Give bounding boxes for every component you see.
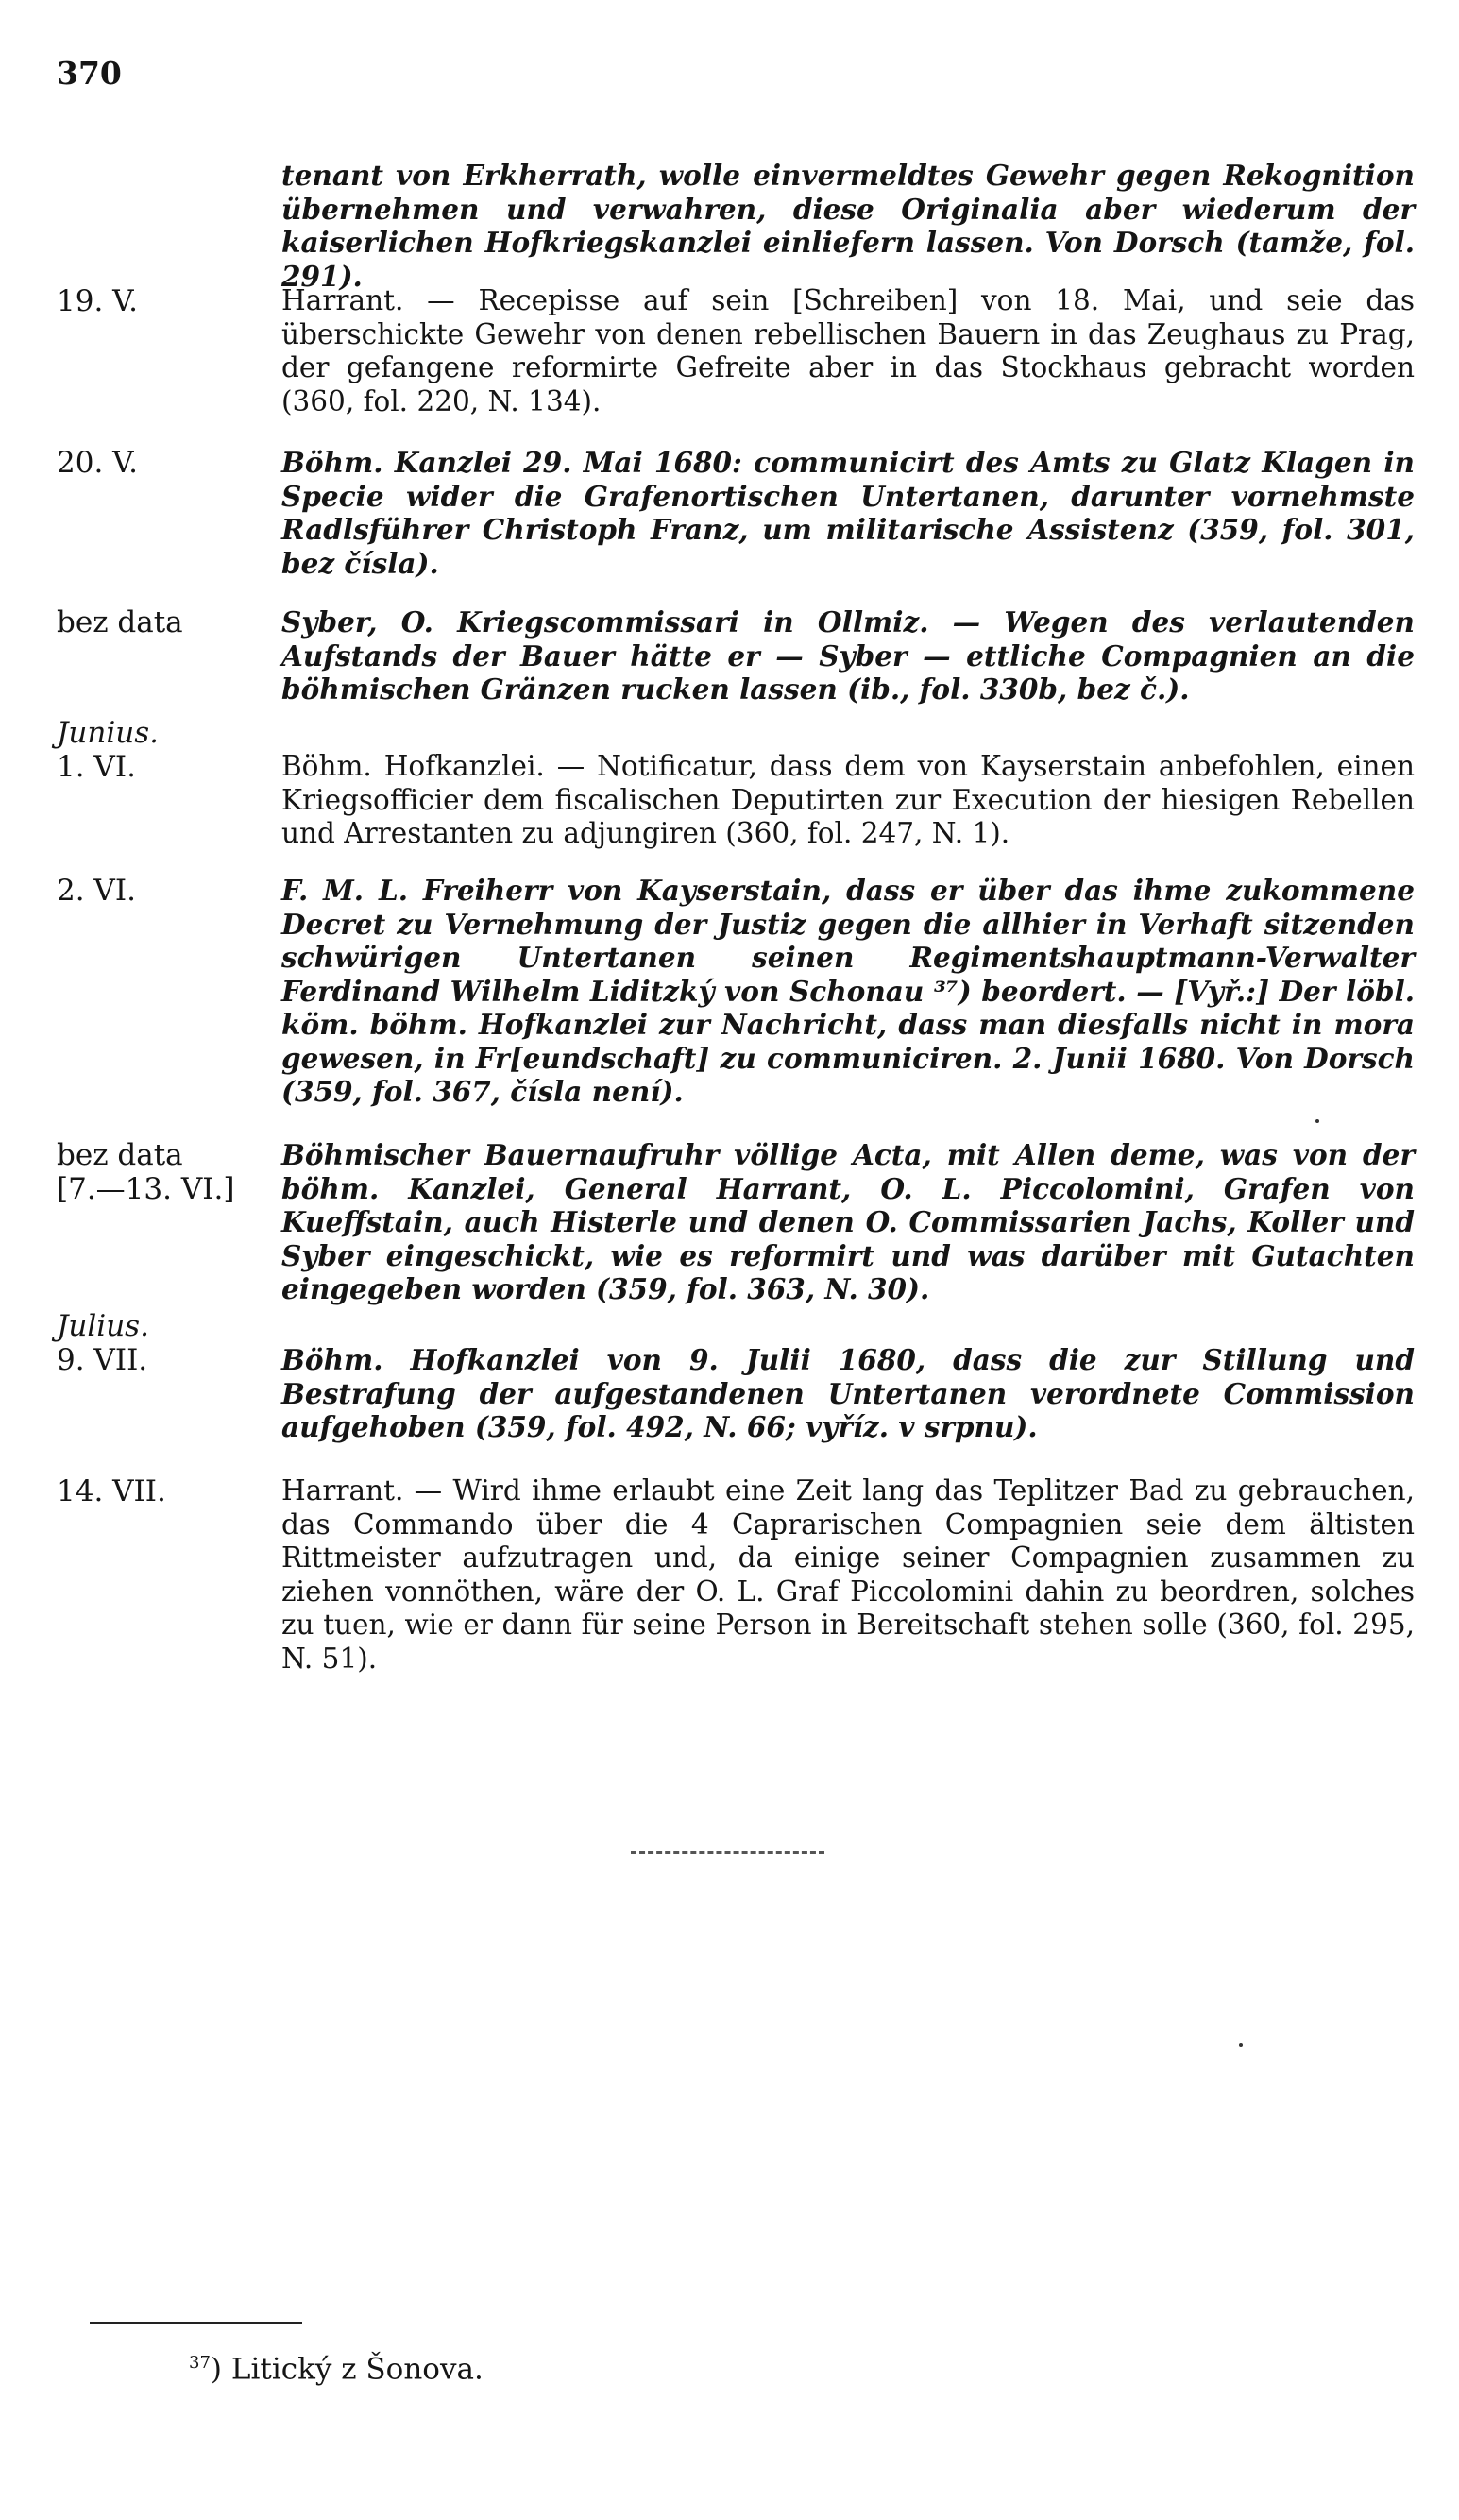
entry-text: Böhmischer Bauernaufruhr völlige Acta, mit Allen deme, was von der böhm. Kanzlei, General Harrant, O. L. Piccolomini, Grafen von Kueffstain, auch Histerle und denen O. Commissarien Jachs, Koller und Syber eingeschickt, wie es reformirt und was darüber mit Gutachten eingegeben worden (359, fol. 363, N. 30). — [281, 1138, 1415, 1305]
footnote-rule — [90, 2322, 302, 2324]
print-speck — [1315, 1119, 1319, 1123]
entry-dates — [57, 874, 274, 908]
entry-dates — [57, 284, 274, 318]
entry-9 — [57, 1474, 1415, 1676]
entry-dates — [57, 716, 274, 784]
entry-text: F. M. L. Freiherr von Kayserstain, dass er über das ihme zukommene Decret zu Vernehmung der Justiz gegen die allhier in Verhaft sitzenden schwürigen Untertanen seinen Regimentshauptmann-Verwalter Ferdinand Wilhelm Liditzký von Schonau ³⁷) beordert. — [Vyř.:] Der löbl. köm. böhm. Hofkanzlei zur Nachricht, dass man diesfalls nicht in mora gewesen, in Fr[eundschaft] zu communiciren. 2. Junii 1680. Von Dorsch (359, fol. 367, čísla není). — [281, 874, 1415, 1108]
entry-7 — [57, 1138, 1415, 1306]
date-label: bez data — [57, 605, 183, 639]
entry-6 — [57, 874, 1415, 1109]
month-label: Junius. — [57, 716, 160, 750]
date-label: 19. V. — [57, 284, 138, 318]
footnote-marker: 37 — [189, 2353, 211, 2373]
entry-1 — [57, 159, 1415, 293]
entry-8 — [57, 1309, 1415, 1444]
entry-text: tenant von Erkherrath, wolle einvermeldtes Gewehr gegen Rekognition übernehmen und verwahren, diese Originalia aber wiederum der kaiserlichen Hofkriegskanzlei einliefern lassen. Von Dorsch (tamže, fol. 291). — [281, 159, 1415, 293]
entry-dates — [57, 1138, 274, 1206]
entry-dates — [57, 1309, 274, 1377]
date-label: 2. VI. — [57, 874, 136, 908]
date-label: [7.—13. VI.] — [57, 1172, 235, 1206]
print-speck — [1239, 2043, 1243, 2047]
entry-4 — [57, 605, 1415, 707]
entry-5 — [57, 716, 1415, 851]
entry-3 — [57, 446, 1415, 580]
page-number: 370 — [57, 55, 122, 92]
entry-dates — [57, 1474, 274, 1508]
date-label: 1. VI. — [57, 750, 136, 784]
date-label: 14. VII. — [57, 1474, 166, 1508]
footnote-text: ) Litický z Šonova. — [210, 2352, 484, 2387]
entry-text: Syber, O. Kriegscommissari in Ollmiz. — Wegen des verlautenden Aufstands der Bauer hätte er — Syber — ettliche Compagnien an die böhmischen Gränzen rucken lassen (ib., fol. 330b, bez č.). — [281, 605, 1415, 706]
entry-2 — [57, 284, 1415, 418]
entry-dates — [57, 605, 274, 639]
entry-text: Böhm. Hofkanzlei von 9. Julii 1680, dass die zur Stillung und Bestrafung der aufgestandenen Untertanen verordnete Commission aufgehoben (359, fol. 492, N. 66; vyříz. v srpnu). — [281, 1343, 1415, 1443]
entry-text: Harrant. — Recepisse auf sein [Schreiben] von 18. Mai, und seie das überschickte Gewehr von denen rebellischen Bauern in das Zeughaus zu Prag, der gefangene reformirte Gefreite aber in das Stockhaus gebracht worden (360, fol. 220, N. 134). — [281, 284, 1415, 417]
footnote — [189, 2346, 484, 2386]
entry-text: Böhm. Kanzlei 29. Mai 1680: communicirt des Amts zu Glatz Klagen in Specie wider die Grafenortischen Untertanen, darunter vornehmste Radlsführer Christoph Franz, um militarische Assistenz (359, fol. 301, bez čísla). — [281, 446, 1415, 580]
date-label: 20. V. — [57, 446, 138, 480]
date-label: 9. VII. — [57, 1343, 148, 1377]
month-label: Julius. — [57, 1309, 149, 1343]
entry-dates — [57, 446, 274, 480]
date-label: bez data — [57, 1138, 183, 1172]
entry-text: Böhm. Hofkanzlei. — Notificatur, dass dem von Kayserstain anbefohlen, einen Kriegsofficier dem fiscalischen Deputirten zur Execution der hiesigen Rebellen und Arrestanten zu adjungiren (360, fol. 247, N. 1). — [281, 750, 1415, 849]
section-end-ornament — [631, 1851, 824, 1857]
entry-text: Harrant. — Wird ihme erlaubt eine Zeit lang das Teplitzer Bad zu gebrauchen, das Commando über die 4 Caprarischen Compagnien seie dem ältisten Rittmeister aufzutragen und, da einige seiner Compagnien zusammen zu ziehen vonnöthen, wäre der O. L. Graf Piccolomini dahin zu beordren, solches zu tuen, wie er dann für seine Person in Bereitschaft stehen solle (360, fol. 295, N. 51). — [281, 1474, 1415, 1675]
